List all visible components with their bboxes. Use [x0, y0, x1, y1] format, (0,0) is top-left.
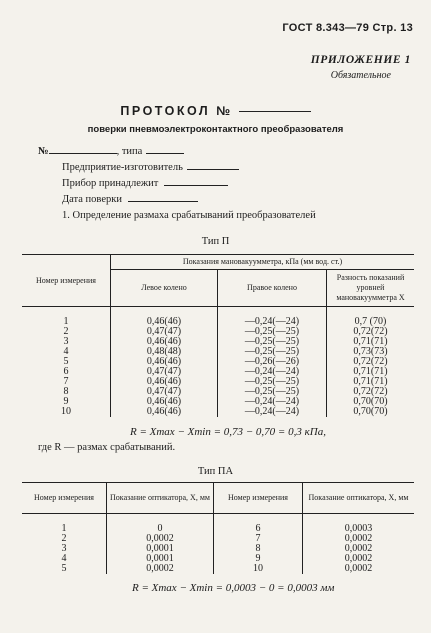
- table-row: 1 0,46(46) —0,24(—24) 0,7 (70): [22, 317, 414, 327]
- table-row: 6 0,47(47) —0,24(—24) 0,71(71): [22, 367, 414, 377]
- table-type-p: [22, 254, 414, 417]
- table-row: 4 0,0001 9 0,0002: [22, 554, 414, 564]
- date-label: Дата поверки: [62, 194, 122, 205]
- col-left-knee: Левое колено: [111, 270, 218, 307]
- table-row: 4 0,48(48) —0,25(—25) 0,73(73): [22, 347, 414, 357]
- col-measure-number: Номер измерения: [22, 255, 111, 307]
- table-row: 2 0,47(47) —0,25(—25) 0,72(72): [22, 327, 414, 337]
- table2-caption: Тип ПА: [197, 466, 234, 477]
- table-row: 10 0,46(46) —0,24(—24) 0,70(70): [22, 407, 414, 417]
- formula-1: R = Xmax − Xmin = 0,73 − 0,70 = 0,3 кПа,: [130, 426, 326, 438]
- field-manufacturer: [62, 162, 239, 173]
- date-line: [128, 201, 198, 202]
- owner-label: Прибор принадлежит: [62, 178, 159, 189]
- manufacturer-line: [187, 169, 239, 170]
- protocol-title-row: [0, 104, 431, 118]
- field-date: [62, 194, 198, 205]
- table-row: 2 0,0002 7 0,0002: [22, 534, 414, 544]
- col-right-knee: Правое колено: [218, 270, 327, 307]
- table-row: 8 0,47(47) —0,25(—25) 0,72(72): [22, 387, 414, 397]
- formula-2: R = Xmax − Xmin = 0,0003 − 0 = 0,0003 мм: [132, 582, 335, 594]
- section-heading: 1. Определение размаха срабатываний преобразователей: [62, 210, 316, 221]
- protocol-title: ПРОТОКОЛ №: [120, 104, 233, 118]
- col-measure-number-2: Номер измерения: [214, 483, 303, 514]
- manufacturer-label: Предприятие-изготовитель: [62, 162, 183, 173]
- table-row: 3 0,46(46) —0,25(—25) 0,71(71): [22, 337, 414, 347]
- col-group-readings: Показания мановакуумметра, кПа (мм вод. ст.): [111, 255, 415, 270]
- protocol-subtitle: поверки пневмоэлектроконтактного преобразователя: [87, 124, 344, 135]
- table1-caption: Тип П: [201, 236, 230, 247]
- field-owner: [62, 178, 228, 189]
- table-row: 7 0,46(46) —0,25(—25) 0,71(71): [22, 377, 414, 387]
- col-difference: Разность показаний уровней мановакуумметра X: [327, 270, 415, 307]
- col-indication-1: Показание оптикатора, X, мм: [107, 483, 214, 514]
- protocol-number-line: [239, 111, 311, 112]
- appendix-title: ПРИЛОЖЕНИЕ 1: [310, 54, 411, 66]
- table-row: 9 0,46(46) —0,24(—24) 0,70(70): [22, 397, 414, 407]
- type-label: , типа: [116, 146, 143, 157]
- table-row: 1 0 6 0,0003: [22, 524, 414, 534]
- number-prefix: №: [38, 146, 49, 157]
- table-row: 5 0,46(46) —0,26(—26) 0,72(72): [22, 357, 414, 367]
- page-header: ГОСТ 8.343—79 Стр. 13: [282, 22, 413, 34]
- formula-1-note: где R — размах срабатываний.: [38, 442, 176, 453]
- col-measure-number-1: Номер измерения: [22, 483, 107, 514]
- table-row: 5 0,0002 10 0,0002: [22, 564, 414, 574]
- table-type-pa: [22, 482, 414, 574]
- appendix-subtitle: Обязательное: [330, 70, 391, 81]
- number-line: [49, 153, 117, 154]
- col-indication-2: Показание оптикатора, X, мм: [303, 483, 415, 514]
- owner-line: [164, 185, 228, 186]
- type-line: [146, 153, 184, 154]
- field-number-type: [38, 146, 184, 157]
- table-row: 3 0,0001 8 0,0002: [22, 544, 414, 554]
